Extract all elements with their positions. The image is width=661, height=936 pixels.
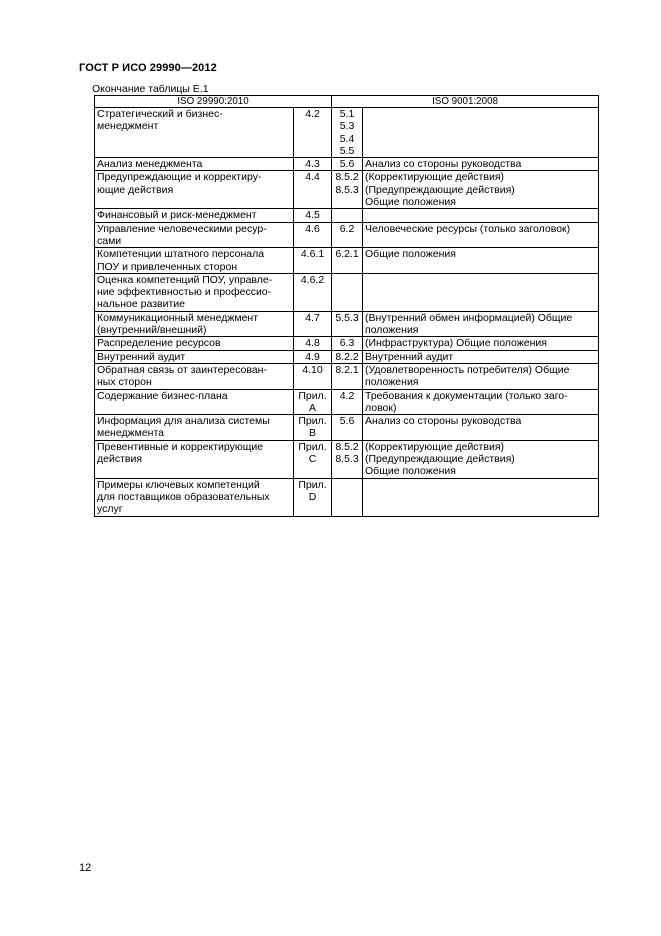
row-iso9001-ref-line: 6.3	[339, 337, 355, 350]
row-iso9001-description-line: (Предупреждающие действия)	[365, 183, 515, 196]
row-iso29990-ref	[294, 337, 332, 350]
row-iso9001-ref	[332, 209, 363, 222]
row-iso9001-ref	[332, 440, 363, 478]
row-iso29990-ref	[294, 158, 332, 171]
row-iso29990-ref-line: 4.6.2	[300, 273, 325, 286]
row-iso9001-description	[363, 248, 599, 274]
row-iso29990-ref-line: В	[309, 427, 317, 440]
row-iso9001-description	[363, 415, 599, 441]
row-iso9001-description-line: Общие положения	[365, 465, 456, 478]
row-iso9001-ref-line: 5.5.3	[335, 311, 359, 324]
row-iso9001-ref-line: 5.6	[339, 415, 355, 428]
row-iso29990-ref	[294, 440, 332, 478]
row-iso9001-description	[363, 311, 599, 337]
row-iso29990-ref-line: 4.5	[305, 209, 320, 222]
row-iso29990-ref-line: 4.3	[305, 158, 320, 171]
row-clause-name	[95, 415, 294, 441]
row-iso29990-ref-line: Прил.	[298, 440, 327, 453]
row-iso9001-description	[363, 478, 599, 516]
row-iso9001-ref	[332, 222, 363, 248]
table-row	[95, 440, 599, 478]
table-row	[95, 337, 599, 350]
row-iso9001-ref-line: 6.2.1	[335, 248, 359, 261]
row-clause-name-line: услуг	[97, 503, 123, 516]
row-iso9001-ref	[332, 273, 363, 311]
row-iso9001-ref-line: 8.5.3	[335, 183, 359, 196]
table-row	[95, 350, 599, 363]
row-iso9001-ref-line: 5.5	[339, 144, 355, 157]
row-iso9001-description	[363, 273, 599, 311]
row-clause-name-line: Обратная связь от заинтересован-	[97, 363, 267, 376]
row-iso29990-ref-line: 4.10	[302, 363, 323, 376]
row-iso9001-ref-line: 5.3	[339, 120, 355, 133]
table-body	[95, 108, 599, 517]
row-clause-name-line: Содержание бизнес-плана	[97, 389, 228, 402]
row-iso9001-description	[363, 389, 599, 415]
table-caption: Окончание таблицы Е.1	[92, 83, 209, 95]
row-iso9001-ref	[332, 248, 363, 274]
row-iso9001-ref	[332, 337, 363, 350]
row-iso9001-ref-line: 8.5.2	[335, 440, 359, 453]
row-iso9001-description	[363, 158, 599, 171]
row-clause-name-line: нальное развитие	[97, 298, 185, 311]
row-iso9001-description-line: Внутренний аудит	[365, 350, 454, 363]
row-clause-name	[95, 222, 294, 248]
row-iso29990-ref-line: 4.2	[305, 108, 320, 120]
row-clause-name-line: Информация для анализа системы	[97, 415, 270, 428]
row-clause-name-line: действия	[97, 453, 143, 466]
row-clause-name-line: Стратегический и бизнес-	[97, 108, 223, 120]
row-clause-name-line: сами	[97, 234, 122, 247]
row-iso29990-ref	[294, 415, 332, 441]
table-header-row	[95, 96, 599, 108]
row-clause-name	[95, 478, 294, 516]
row-iso29990-ref-line: 4.9	[305, 350, 320, 363]
table-row	[95, 363, 599, 389]
row-clause-name-line: Управление человеческими ресур-	[97, 222, 267, 235]
row-iso9001-ref	[332, 311, 363, 337]
row-iso9001-ref-line: 5.4	[339, 132, 355, 145]
row-clause-name-line: ющие действия	[97, 183, 174, 196]
row-clause-name-line: Примеры ключевых компетенций	[97, 478, 260, 491]
row-clause-name	[95, 273, 294, 311]
row-clause-name-line: Распределение ресурсов	[97, 337, 221, 350]
table-row	[95, 478, 599, 516]
row-iso9001-description	[363, 171, 599, 209]
row-iso9001-ref	[332, 158, 363, 171]
row-iso9001-description-line: положения	[365, 376, 419, 389]
row-clause-name	[95, 337, 294, 350]
column-header-iso29990: ISO 29990:2010	[95, 96, 332, 108]
row-iso29990-ref	[294, 248, 332, 274]
row-clause-name	[95, 248, 294, 274]
row-iso29990-ref	[294, 350, 332, 363]
row-iso9001-ref-line: 8.2.2	[335, 350, 359, 363]
row-iso9001-description-line: (Предупреждающие действия)	[365, 453, 515, 466]
row-iso29990-ref	[294, 209, 332, 222]
table-row	[95, 158, 599, 171]
row-clause-name	[95, 311, 294, 337]
row-iso29990-ref-line: 4.8	[305, 337, 320, 350]
row-iso9001-description-line: (Инфраструктура) Общие положения	[365, 337, 547, 350]
row-iso29990-ref-line: 4.6.1	[300, 248, 325, 261]
row-iso29990-ref	[294, 171, 332, 209]
row-iso29990-ref	[294, 389, 332, 415]
row-clause-name-line: для поставщиков образовательных	[97, 490, 270, 503]
row-clause-name	[95, 389, 294, 415]
row-clause-name	[95, 171, 294, 209]
row-clause-name	[95, 158, 294, 171]
row-iso29990-ref-line: А	[309, 401, 317, 414]
table-row	[95, 415, 599, 441]
row-clause-name-line: Оценка компетенций ПОУ, управле-	[97, 273, 273, 286]
row-iso9001-description	[363, 337, 599, 350]
row-iso29990-ref-line: С	[308, 453, 317, 466]
row-clause-name-line: менеджмента	[97, 427, 165, 440]
row-iso9001-ref-line: 5.6	[339, 158, 355, 171]
row-iso9001-ref	[332, 171, 363, 209]
row-iso9001-ref-line: 8.5.3	[335, 453, 359, 466]
row-clause-name-line: (внутренний/внешний)	[97, 324, 207, 337]
row-iso29990-ref	[294, 108, 332, 158]
row-clause-name-line: Компетенции штатного персонала	[97, 248, 265, 261]
row-iso29990-ref-line: 4.7	[305, 311, 320, 324]
row-iso9001-description	[363, 209, 599, 222]
row-iso9001-description	[363, 222, 599, 248]
column-header-iso9001: ISO 9001:2008	[332, 96, 599, 108]
row-clause-name-line: Превентивные и корректирующие	[97, 440, 264, 453]
table-row	[95, 273, 599, 311]
row-iso9001-description-line: Требования к документации (только заго-	[365, 389, 568, 402]
row-iso29990-ref-line: 4.4	[305, 171, 320, 184]
row-iso9001-description-line: (Корректирующие действия)	[365, 171, 504, 184]
row-iso29990-ref-line: 4.6	[305, 222, 320, 235]
row-iso29990-ref	[294, 363, 332, 389]
table-row	[95, 209, 599, 222]
row-iso9001-ref-line: 5.1	[339, 108, 355, 120]
row-clause-name-line: Внутренний аудит	[97, 350, 186, 363]
row-iso9001-description-line: (Удовлетворенность потребителя) Общие	[365, 363, 570, 376]
row-clause-name-line: ных сторон	[97, 376, 152, 389]
row-iso9001-ref	[332, 108, 363, 158]
row-iso29990-ref-line: Прил.	[298, 478, 327, 491]
row-iso9001-ref-line: 8.5.2	[335, 171, 359, 184]
row-iso9001-ref-line: 4.2	[339, 389, 355, 402]
row-iso9001-description	[363, 440, 599, 478]
row-iso9001-description-line: Анализ со стороны руководства	[365, 158, 522, 171]
row-clause-name-line: Коммуникационный менеджмент	[97, 311, 259, 324]
table-row	[95, 389, 599, 415]
table-row	[95, 108, 599, 158]
table-row	[95, 248, 599, 274]
row-iso9001-description-line: Человеческие ресурсы (только заголовок)	[365, 222, 571, 235]
row-iso9001-description-line: ловок)	[365, 401, 397, 414]
row-iso9001-description	[363, 363, 599, 389]
table-row	[95, 311, 599, 337]
row-clause-name-line: менеджмент	[97, 120, 159, 133]
row-iso9001-ref-line: 8.2.1	[335, 363, 359, 376]
row-clause-name-line: ПОУ и привлеченных сторон	[97, 260, 238, 273]
row-iso9001-description-line: положения	[365, 324, 419, 337]
row-clause-name	[95, 350, 294, 363]
row-iso9001-description	[363, 350, 599, 363]
row-clause-name-line: Финансовый и риск-менеджмент	[97, 209, 257, 222]
row-clause-name	[95, 363, 294, 389]
row-iso9001-ref	[332, 389, 363, 415]
row-clause-name-line: Предупреждающие и корректиру-	[97, 171, 262, 184]
concordance-table	[94, 95, 599, 517]
row-clause-name-line: ние эффективностью и профессио-	[97, 286, 272, 299]
row-iso9001-description-line: Анализ со стороны руководства	[365, 415, 522, 428]
page-number: 12	[79, 862, 92, 874]
row-iso29990-ref-line: Прил.	[298, 415, 327, 428]
row-iso9001-ref	[332, 415, 363, 441]
row-iso9001-ref-line: 6.2	[339, 222, 355, 235]
row-iso29990-ref	[294, 273, 332, 311]
row-iso29990-ref	[294, 478, 332, 516]
row-iso9001-ref	[332, 478, 363, 516]
row-iso9001-ref	[332, 350, 363, 363]
row-iso29990-ref-line: D	[308, 490, 317, 503]
row-clause-name	[95, 209, 294, 222]
row-iso29990-ref	[294, 311, 332, 337]
table-row	[95, 171, 599, 209]
row-iso9001-ref	[332, 363, 363, 389]
table-row	[95, 222, 599, 248]
row-iso29990-ref-line: Прил.	[298, 389, 327, 402]
document-header: ГОСТ Р ИСО 29990—2012	[79, 62, 217, 74]
row-iso9001-description-line: (Корректирующие действия)	[365, 440, 504, 453]
row-clause-name-line: Анализ менеджмента	[97, 158, 203, 171]
row-clause-name	[95, 440, 294, 478]
row-iso29990-ref	[294, 222, 332, 248]
row-iso9001-description-line: Общие положения	[365, 196, 456, 209]
row-iso9001-description	[363, 108, 599, 158]
row-iso9001-description-line: Общие положения	[365, 248, 456, 261]
row-iso9001-description-line: (Внутренний обмен информацией) Общие	[365, 311, 573, 324]
row-clause-name	[95, 108, 294, 158]
